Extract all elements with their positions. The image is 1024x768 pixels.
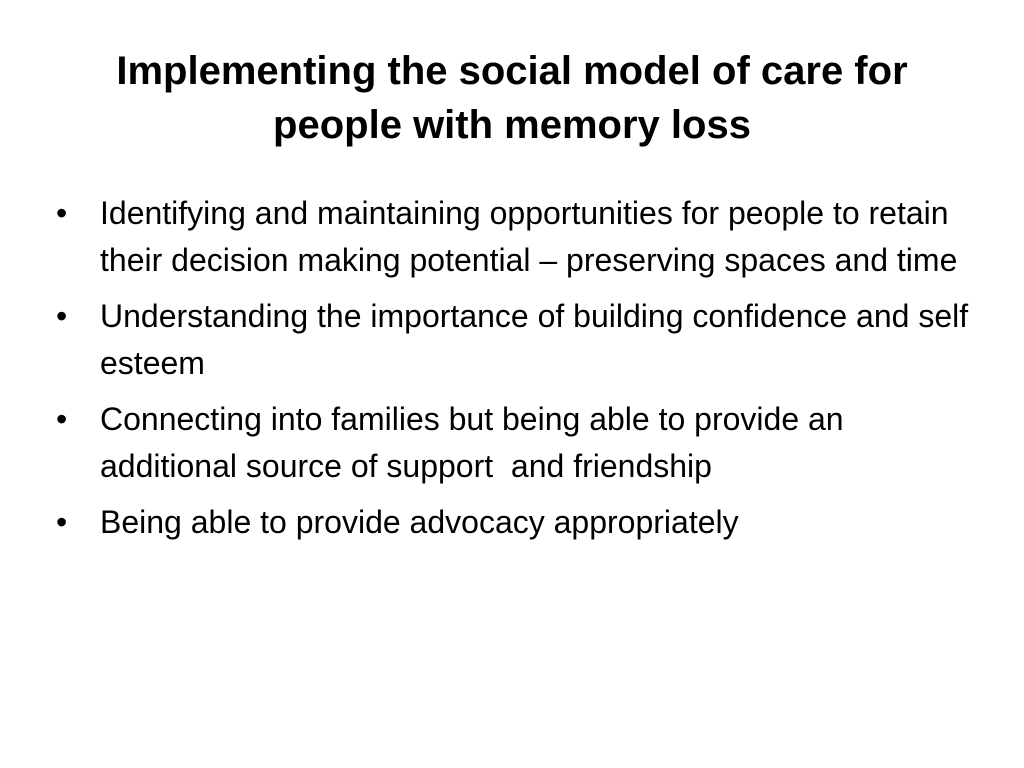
bullet-item: [56, 293, 986, 386]
bullet-point-icon: •: [56, 298, 68, 334]
bullet-item: [56, 499, 986, 546]
bullet-point-icon: •: [56, 401, 68, 437]
bullet-text: Connecting into families but being able to provide an additional source of support and friendship: [100, 401, 853, 484]
slide-title: [40, 44, 984, 152]
bullet-list: [56, 190, 986, 556]
slide-title-line-2: people with memory loss: [273, 103, 751, 147]
bullet-text: Identifying and maintaining opportunities for people to retain their decision making potential – preserving spaces and time: [100, 195, 958, 278]
bullet-item: [56, 190, 986, 283]
bullet-item: [56, 396, 986, 489]
bullet-point-icon: •: [56, 195, 68, 231]
bullet-text: Understanding the importance of building confidence and self esteem: [100, 298, 978, 381]
bullet-text: Being able to provide advocacy appropriately: [100, 504, 739, 540]
slide-title-line-1: Implementing the social model of care for: [116, 49, 908, 93]
bullet-point-icon: •: [56, 504, 68, 540]
